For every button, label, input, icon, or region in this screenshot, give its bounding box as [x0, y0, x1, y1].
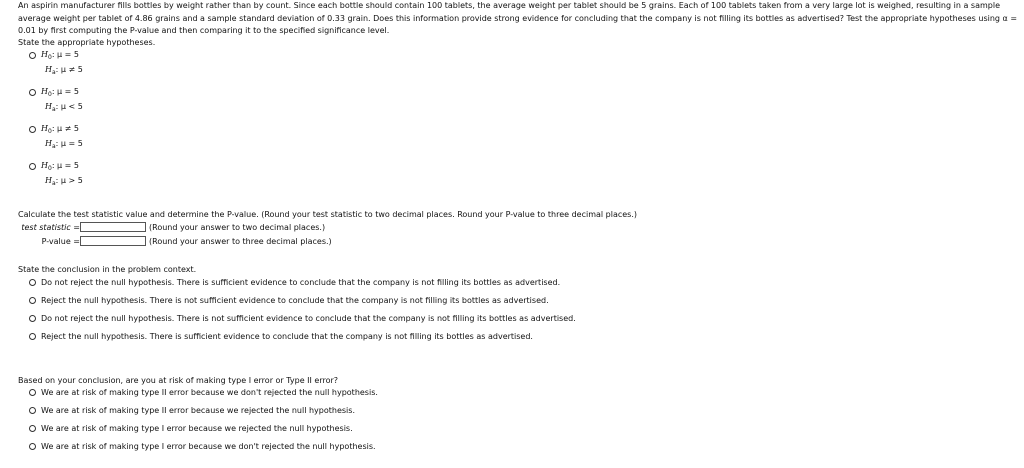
hypothesis-option-1-h0: $H_0$: μ = 5	[41, 50, 80, 61]
conclusion-prompt: State the conclusion in the problem context.	[18, 265, 197, 274]
conclusion-option-4-radio[interactable]	[29, 333, 36, 340]
risk-option-3-radio[interactable]	[29, 425, 36, 432]
conclusion-option-3-radio[interactable]	[29, 315, 36, 322]
hypothesis-option-4-h0: $H_0$: μ = 5	[41, 161, 80, 172]
conclusion-option-2-label: Reject the null hypothesis. There is not sufficient evidence to conclude that the company is not filling its bottles as advertised.	[41, 296, 549, 305]
hypothesis-option-1-radio[interactable]	[29, 52, 36, 59]
hypothesis-option-3-h0: $H_0$: μ ≠ 5	[41, 124, 80, 135]
p-value-input[interactable]	[80, 236, 146, 246]
risk-option-4-radio[interactable]	[29, 443, 36, 450]
risk-option-2-radio[interactable]	[29, 407, 36, 414]
hypothesis-option-2-ha: $H_a$: μ < 5	[45, 102, 83, 113]
p-value-label: P-value =	[41, 237, 80, 246]
test-statistic-hint: (Round your answer to two decimal places.)	[149, 223, 326, 232]
risk-option-3-label: We are at risk of making type I error because we rejected the null hypothesis.	[41, 424, 353, 433]
hypothesis-option-3-radio[interactable]	[29, 126, 36, 133]
conclusion-option-1-radio[interactable]	[29, 279, 36, 286]
risk-prompt: Based on your conclusion, are you at risk of making type I error or Type II error?	[18, 376, 339, 385]
question-intro: An aspirin manufacturer fills bottles by weight rather than by count. Since each bottle should contain 100 tablets, the average weight per tablet should be 5 grains. Each of 100 tablets taken from a very large lot is weighed, resulting in a sample average weight per tablet of 4.86 grains and a sample standard deviation of 0.33 grain. Does this information provide strong evidence for concluding that the company is not filling its bottles as advertised? Test the appropriate hypotheses using α = 0.01 by first computing the P-value and then comparing it to the specified significance level.	[18, 1, 1018, 35]
conclusion-option-2-radio[interactable]	[29, 297, 36, 304]
calc-prompt: Calculate the test statistic value and determine the P-value. (Round your test statistic to two decimal places. Round your P-value to three decimal places.)	[18, 210, 638, 219]
risk-option-1-label: We are at risk of making type II error because we don't rejected the null hypothesis.	[41, 388, 378, 397]
p-value-hint: (Round your answer to three decimal places.)	[149, 237, 332, 246]
hypothesis-option-4-ha: $H_a$: μ > 5	[45, 176, 83, 187]
hypotheses-prompt: State the appropriate hypotheses.	[18, 38, 156, 47]
hypothesis-option-3-ha: $H_a$: μ = 5	[45, 139, 83, 150]
risk-option-1-radio[interactable]	[29, 389, 36, 396]
hypothesis-option-4-radio[interactable]	[29, 163, 36, 170]
conclusion-option-3-label: Do not reject the null hypothesis. There is not sufficient evidence to conclude that the company is not filling its bottles as advertised.	[41, 314, 576, 323]
hypothesis-option-2-h0: $H_0$: μ = 5	[41, 87, 80, 98]
test-statistic-label: test statistic =	[21, 223, 80, 232]
hypothesis-option-2-radio[interactable]	[29, 89, 36, 96]
hypothesis-option-1-ha: $H_a$: μ ≠ 5	[45, 65, 83, 76]
risk-option-2-label: We are at risk of making type II error because we rejected the null hypothesis.	[41, 406, 355, 415]
risk-option-4-label: We are at risk of making type I error because we don't rejected the null hypothesis.	[41, 442, 376, 451]
test-statistic-input[interactable]	[80, 222, 146, 232]
conclusion-option-4-label: Reject the null hypothesis. There is sufficient evidence to conclude that the company is not filling its bottles as advertised.	[41, 332, 533, 341]
conclusion-option-1-label: Do not reject the null hypothesis. There is sufficient evidence to conclude that the company is not filling its bottles as advertised.	[41, 278, 561, 287]
